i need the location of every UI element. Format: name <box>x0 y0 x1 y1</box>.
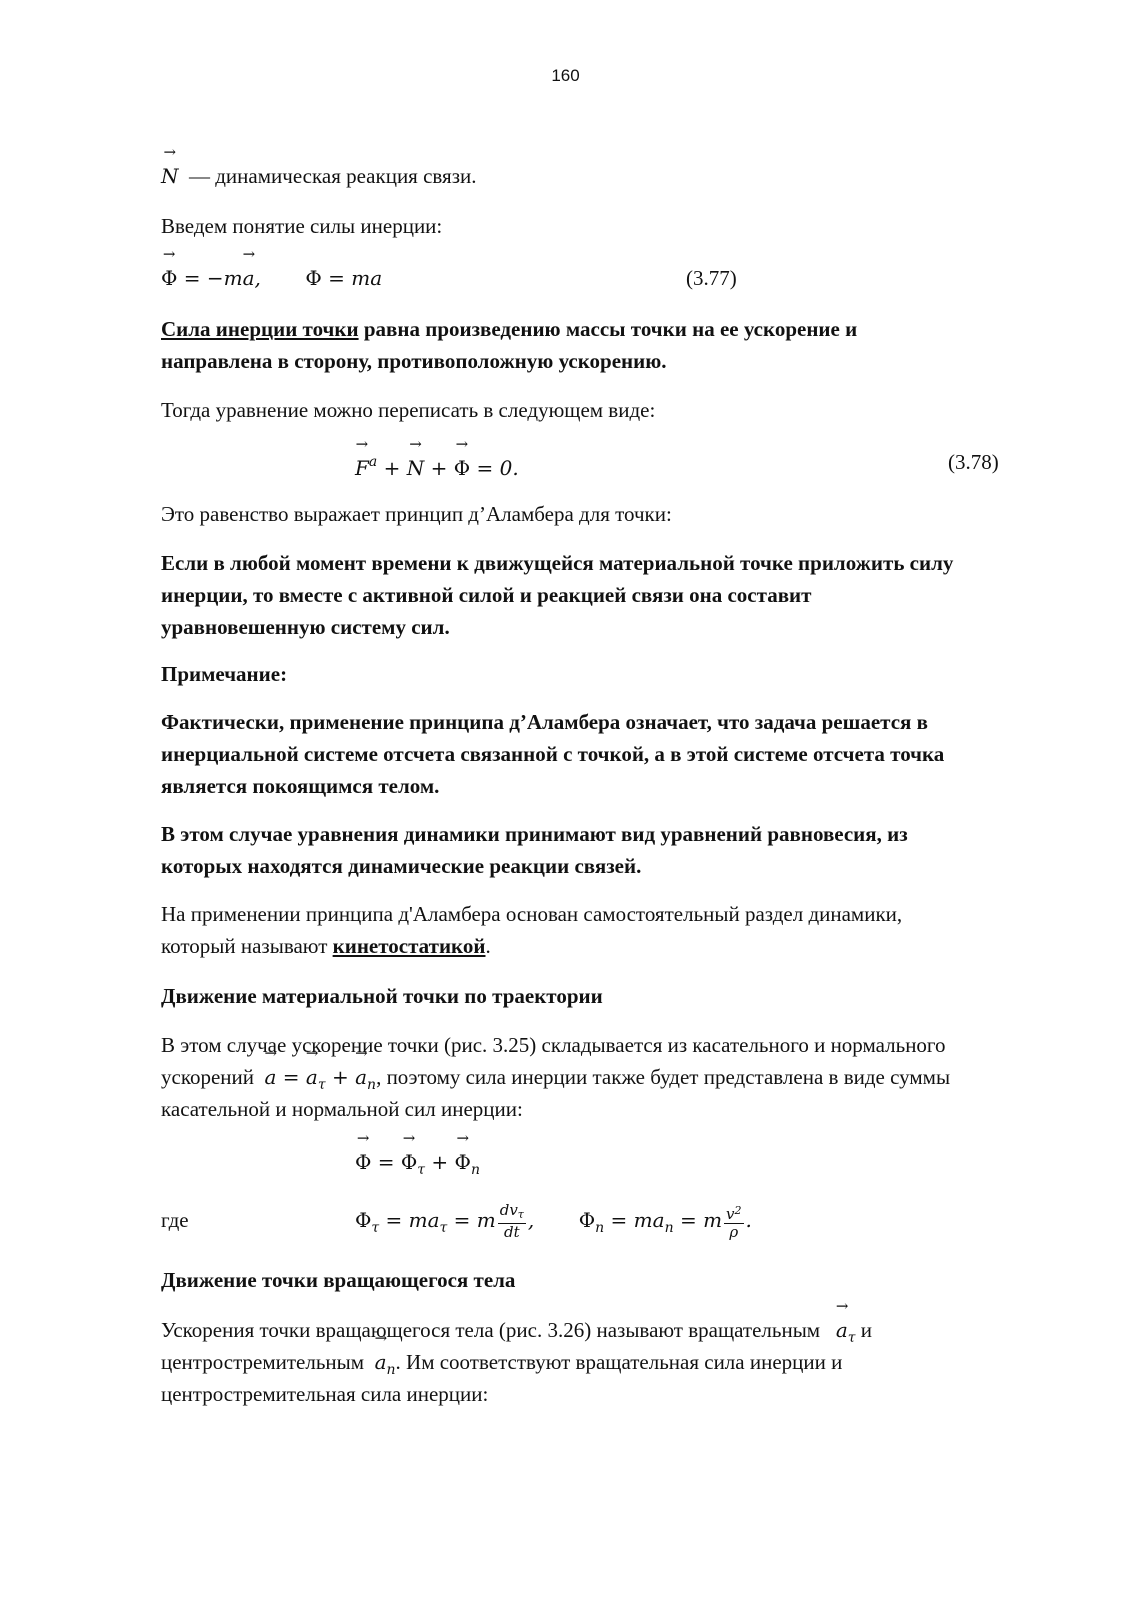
kinetostatics-term: кинетостатикой <box>332 934 486 958</box>
principle-line-1: Если в любой момент времени к движущейся материальной точке приложить силу <box>161 551 954 575</box>
trajectory-line-3: касательной и нормальной сил инерции: <box>161 1097 523 1121</box>
page-number: 160 <box>551 66 580 85</box>
equation-3-78-number: (3.78) <box>948 450 999 474</box>
rotation-line-1-suffix: и <box>855 1318 873 1342</box>
inertia-intro: Введем понятие силы инерции: <box>161 214 443 238</box>
definition-text-1: равна произведению массы точки на ее ускорение и <box>358 317 858 341</box>
heading-rotation: Движение точки вращающегося тела <box>161 1268 516 1292</box>
note-para1-line-1: Фактически, применение принципа д’Аламбера означает, что задача решается в <box>161 710 928 734</box>
rotation-line-2-suffix: . Им соответствуют вращательная сила инерции и <box>395 1350 843 1374</box>
tangential-acceleration-symbol: → $a_\tau$ <box>836 1318 856 1342</box>
kinetostatics-suffix: . <box>485 934 491 958</box>
inertia-components-expression: $\Phi_\tau = ma_\tau = m$ $\frac{dv_\tau}{dt}$ , $\Phi_n = ma_n = m$ $\frac{v^2}{\rho}$ . <box>355 1201 752 1241</box>
acceleration-sum-formula: → a = → $a_\tau$ + → $a_n$ <box>265 1065 377 1089</box>
equation-3-77 <box>161 262 382 294</box>
note-para1-line-2: инерциальной системе отсчета связанной с точкой, а в этой системе отсчета точка <box>161 742 945 766</box>
reaction-line-text: — динамическая реакция связи. <box>189 164 477 188</box>
definition-line-1 <box>161 313 857 345</box>
equation-3-77-formula: → Φ = −m→ a, Φ = ma <box>161 266 382 290</box>
equation-3-78-formula: → $F^a$ + → N + → Φ = 0. <box>355 456 519 480</box>
rewrite-intro: Тогда уравнение можно переписать в следующем виде: <box>161 398 656 422</box>
equation-3-77-number: (3.77) <box>686 266 737 290</box>
kinetostatics-line-1: На применении принципа д'Аламбера основан самостоятельный раздел динамики, <box>161 902 903 926</box>
equation-3-78 <box>355 446 519 484</box>
kinetostatics-prefix: который называют <box>161 934 333 958</box>
trajectory-line-1: В этом случае ускорение точки (рис. 3.25) складывается из касательного и нормального <box>161 1033 946 1057</box>
note-heading: Примечание: <box>161 662 288 686</box>
inertia-sum-formula <box>355 1146 480 1186</box>
definition-term: Сила инерции точки <box>161 317 359 341</box>
note-para1-line-3: является покоящимся телом. <box>161 774 440 798</box>
definition-line-2: направлена в сторону, противоположную ускорению. <box>161 349 667 373</box>
where-label: где <box>161 1208 189 1232</box>
reaction-line <box>161 160 477 192</box>
kinetostatics-line-2 <box>161 930 491 962</box>
rotation-line-1-prefix: Ускорения точки вращающегося тела (рис. 3.26) называют вращательным <box>161 1318 826 1342</box>
principle-line-2: инерции, то вместе с активной силой и реакцией связи она составит <box>161 583 812 607</box>
principle-intro: Это равенство выражает принцип д’Аламбера для точки: <box>161 502 672 526</box>
heading-trajectory: Движение материальной точки по траектории <box>161 984 603 1008</box>
note-para2-line-2: которых находятся динамические реакции связей. <box>161 854 642 878</box>
inertia-sum-expression: → Φ = → $\Phi_\tau$ + → $\Phi_n$ <box>355 1150 480 1174</box>
normal-acceleration-symbol: → $a_n$ <box>375 1350 396 1374</box>
principle-line-3: уравновешенную систему сил. <box>161 615 450 639</box>
rotation-line-2-prefix: центростремительным <box>161 1350 370 1374</box>
vector-n-symbol: → N <box>161 164 179 188</box>
rotation-line-3: центростремительная сила инерции: <box>161 1382 489 1406</box>
inertia-components-formula <box>355 1200 752 1248</box>
note-para2-line-1: В этом случае уравнения динамики принимают вид уравнений равновесия, из <box>161 822 908 846</box>
trajectory-line-2-suffix: , поэтому сила инерции также будет представлена в виде суммы <box>376 1065 951 1089</box>
trajectory-line-2-prefix: ускорений <box>161 1065 260 1089</box>
